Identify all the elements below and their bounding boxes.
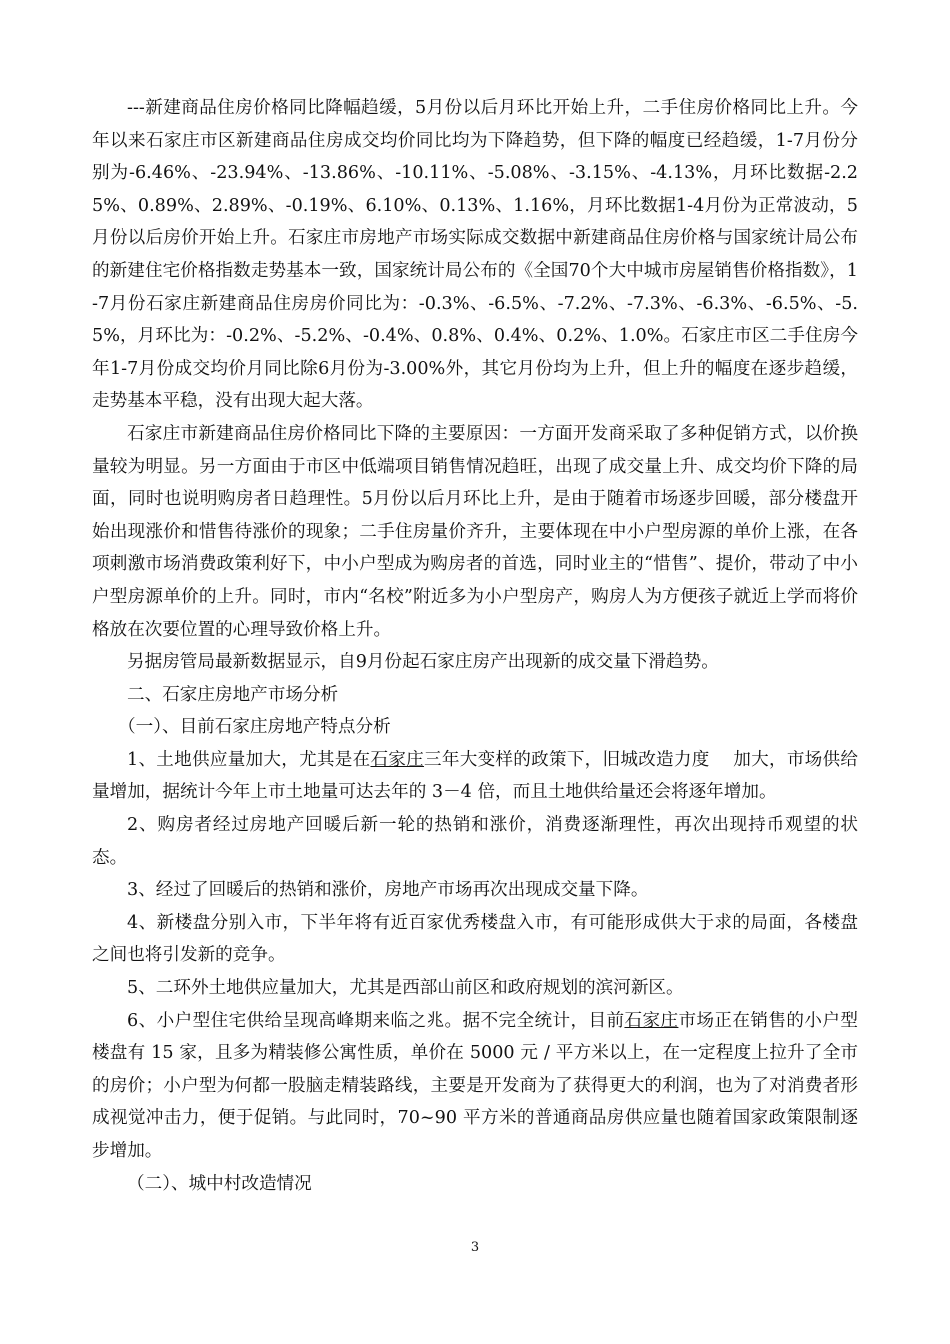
subsection-heading-village-renovation: （二）、城中村改造情况 xyxy=(127,1173,312,1194)
subsection-heading-features: （一）、目前石家庄房地产特点分析 xyxy=(118,717,391,738)
page-number: 3 xyxy=(470,1240,480,1255)
paragraph-volume-decline: 另据房管局最新数据显示，自9月份起石家庄房产出现新的成交量下滑趋势。 xyxy=(127,652,719,673)
list-item-small-units xyxy=(92,1005,858,1168)
list-item-text: 三年大变样的政策下，旧城改造力度 加大，市场供给量增加，据统计今年上市土地量可达去年的 3－4 倍，而且土地供给量还会将逐年增加。 xyxy=(92,749,858,803)
document-body xyxy=(92,92,858,1200)
list-item-volume: 3、经过了回暖后的热销和涨价，房地产市场再次出现成交量下降。 xyxy=(127,880,649,901)
list-item-second-ring: 5、二环外土地供应量加大，尤其是西部山前区和政府规划的滨河新区。 xyxy=(127,978,684,999)
list-item-new-projects: 4、新楼盘分别入市，下半年将有近百家优秀楼盘入市，有可能形成供大于求的局面，各楼盘之间也将引发新的竞争。 xyxy=(92,912,858,966)
city-link[interactable]: 石家庄 xyxy=(370,749,425,770)
list-item-text: 6、小户型住宅供给呈现高峰期来临之兆。据不完全统计，目前 xyxy=(127,1010,625,1031)
list-item-buyers: 2、购房者经过房地产回暖后新一轮的热销和涨价，消费逐渐理性，再次出现持币观望的状态。 xyxy=(92,815,858,868)
paragraph-price-trend: ---新建商品住房价格同比降幅趋缓，5月份以后月环比开始上升，二手住房价格同比上升。今年以来石家庄市区新建商品住房成交均价同比均为下降趋势，但下降的幅度已经趋缓，1-7月份分别为-6.46%、-23.94%、-13.86%、-10.11%、-5.08%、-3.15%、-4.13%，月环比数据-2.25%、0.89%、2.89%、-0.19%、6.10%、0.13%、1.16%，月环比数据1-4月份为正常波动，5月份以后房价开始上升。石家庄市房地产市场实际成交数据中新建商品住房价格与国家统计局公布的新建住宅价格指数走势基本一致，国家统计局公布的《全国70个大中城市房屋销售价格指数》，1-7月份石家庄新建商品住房房价同比为：-0.3%、-6.5%、-7.2%、-7.3%、-6.3%、-6.5%、-5.5%，月环比为：-0.2%、-5.2%、-0.4%、0.8%、0.4%、0.2%、1.0%。石家庄市区二手住房今年1-7月份成交均价月同比除6月份为-3.00%外，其它月份均为上升，但上升的幅度在逐步趋缓，走势基本平稳，没有出现大起大落。 xyxy=(92,98,858,412)
list-item-text: 1、土地供应量加大，尤其是在 xyxy=(127,749,371,770)
list-item-land-supply xyxy=(92,744,858,809)
list-item-text: 市场正在销售的小户型楼盘有 15 家，且多为精装修公寓性质，单价在 5000 元 / 平方米以上，在一定程度上拉升了全市的房价；小户型为何都一股脑走精装路线，主要是开发商为了获得更大的利润，也为了对消费者形成视觉冲击力，便于促销。与此同时，70~90 平方米的普通商品房供应量也随着国家政策限制逐步增加。 xyxy=(92,1010,858,1161)
city-link[interactable]: 石家庄 xyxy=(624,1010,679,1031)
section-heading-market-analysis: 二、石家庄房地产市场分析 xyxy=(127,684,339,705)
paragraph-price-reasons: 石家庄市新建商品住房价格同比下降的主要原因：一方面开发商采取了多种促销方式，以价换量较为明显。另一方面由于市区中低端项目销售情况趋旺，出现了成交量上升、成交均价下降的局面，同时也说明购房者日趋理性。5月份以后月环比上升，是由于随着市场逐步回暖，部分楼盘开始出现涨价和惜售待涨价的现象；二手住房量价齐升，主要体现在中小户型房源的单价上涨，在各项刺激市场消费政策利好下，中小户型成为购房者的首选，同时业主的“惜售”、提价，带动了中小户型房源单价的上升。同时，市内“名校”附近多为小户型房产，购房人为方便孩子就近上学而将价格放在次要位置的心理导致价格上升。 xyxy=(92,423,858,640)
